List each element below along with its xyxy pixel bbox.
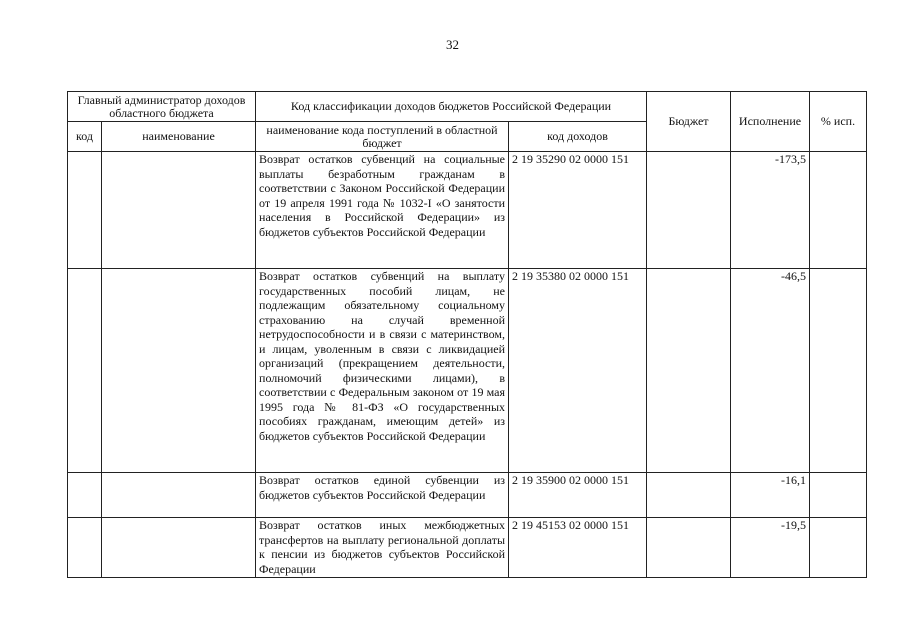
header-classification-group: Код классификации доходов бюджетов Российской Федерации [256,92,647,122]
income-name-cell: Возврат остатков иных межбюджетных трансфертов на выплату региональной доплаты к пенсии из бюджетов субъектов Российской Федерации [256,518,509,578]
admin-name-cell [102,518,256,578]
income-code-cell: 2 19 35290 02 0000 151 [509,152,647,269]
header-percent: % исп. [810,92,867,152]
admin-name-cell [102,152,256,269]
percent-cell [810,269,867,473]
header-income-code: код доходов [509,122,647,152]
admin-code-cell [68,269,102,473]
table-row [68,473,867,518]
table-row [68,152,867,269]
admin-code-cell [68,152,102,269]
header-admin-group: Главный администратор доходов областного бюджета [68,92,256,122]
budget-cell [647,152,731,269]
header-admin-name: наименование [102,122,256,152]
table-row [68,269,867,473]
income-code-cell: 2 19 35380 02 0000 151 [509,269,647,473]
admin-code-cell [68,518,102,578]
budget-cell [647,518,731,578]
admin-name-cell [102,473,256,518]
execution-cell: -46,5 [731,269,810,473]
admin-code-cell [68,473,102,518]
execution-cell: -16,1 [731,473,810,518]
budget-cell [647,269,731,473]
income-name-cell: Возврат остатков субвенций на социальные выплаты безработным гражданам в соответствии с Законом Российской Федерации от 19 апреля 1991 года № 1032-I «О занятости населения в Российской Федерации» из бюджетов субъектов Российской Федерации [256,152,509,269]
table-row [68,518,867,578]
income-name-cell: Возврат остатков единой субвенции из бюджетов субъектов Российской Федерации [256,473,509,518]
header-execution: Исполнение [731,92,810,152]
income-code-cell: 2 19 35900 02 0000 151 [509,473,647,518]
income-name-cell: Возврат остатков субвенций на выплату государственных пособий лицам, не подлежащим обязательному социальному страхованию на случай временной нетрудоспособности и в связи с материнством, и лицам, уволенным в связи с ликвидацией организаций (прекращением деятельности, полномочий физическими лицами), в соответствии с Федеральным законом от 19 мая 1995 года № 81-ФЗ «О государственных пособиях гражданам, имеющим детей» из бюджетов субъектов Российской Федерации [256,269,509,473]
header-row-top [68,92,867,122]
execution-cell: -173,5 [731,152,810,269]
header-admin-code: код [68,122,102,152]
page-number: 32 [446,37,459,52]
header-budget: Бюджет [647,92,731,152]
income-code-cell: 2 19 45153 02 0000 151 [509,518,647,578]
percent-cell [810,473,867,518]
percent-cell [810,518,867,578]
admin-name-cell [102,269,256,473]
revenue-table [67,91,867,578]
execution-cell: -19,5 [731,518,810,578]
percent-cell [810,152,867,269]
header-income-code-name: наименование кода поступлений в областной бюджет [256,122,509,152]
budget-cell [647,473,731,518]
